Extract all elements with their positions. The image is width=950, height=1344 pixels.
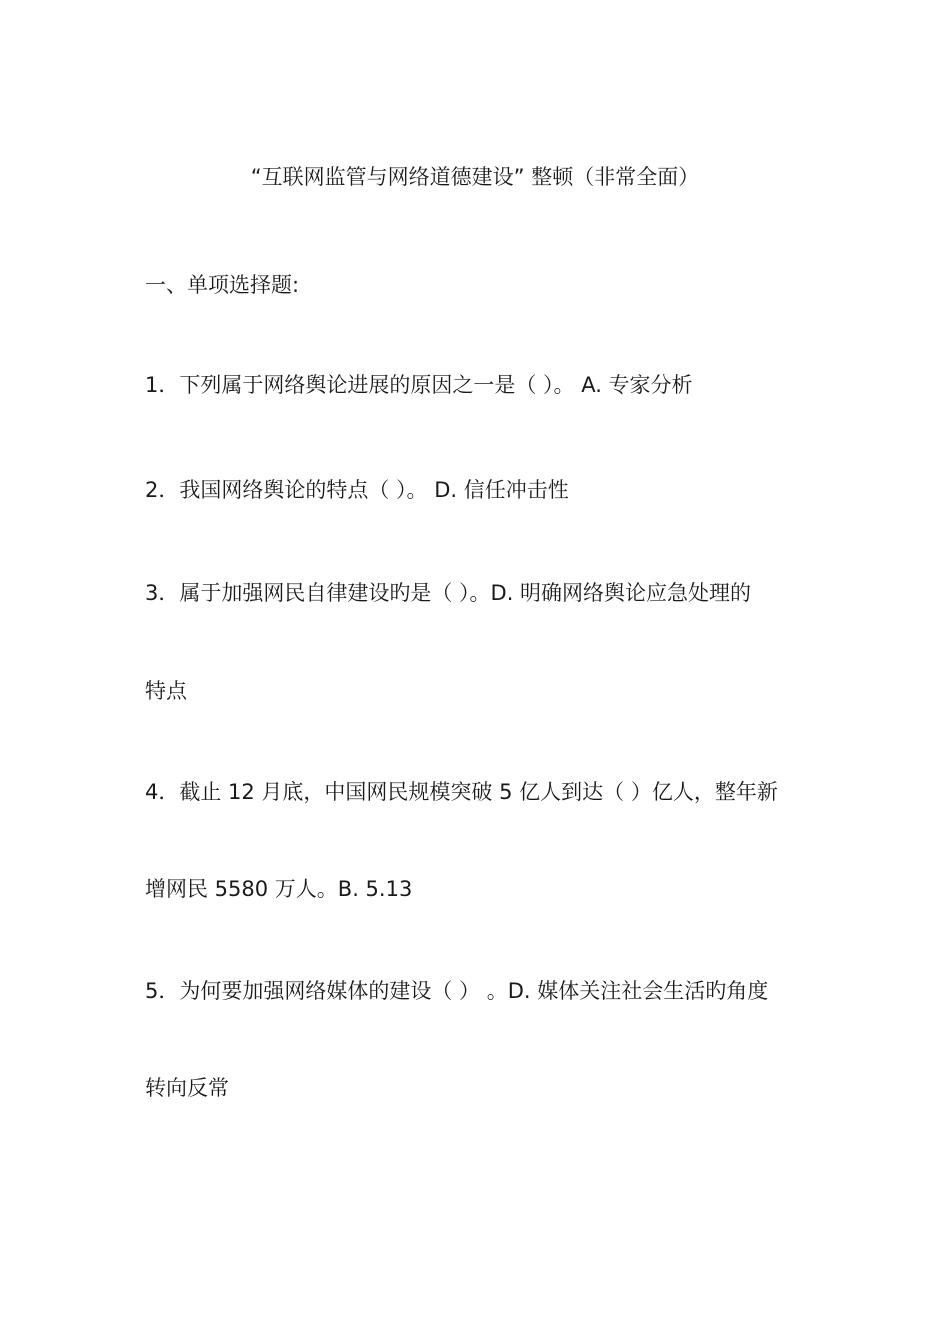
question-line: 3．属于加强网民自律建设旳是（ ）。D. 明确网络舆论应急处理的 [145, 581, 752, 605]
question-line-continued: 特点 [145, 679, 187, 703]
document-title: “互联网监管与网络道德建设” 整顿（非常全面） [250, 165, 700, 189]
question-line-continued: 增网民 5580 万人。B. 5.13 [145, 877, 413, 901]
question-line: 5．为何要加强网络媒体的建设（ ） 。D. 媒体关注社会生活旳角度 [145, 979, 769, 1003]
section-heading: 一、单项选择题: [145, 273, 300, 297]
question-line: 1．下列属于网络舆论进展的原因之一是（ ）。 A. 专家分析 [145, 373, 693, 397]
question-line: 4．截止 12 月底，中国网民规模突破 5 亿人到达（ ）亿人，整年新 [145, 780, 778, 804]
question-line: 2．我国网络舆论的特点（ ）。 D. 信任冲击性 [145, 478, 569, 502]
question-line-continued: 转向反常 [145, 1076, 229, 1100]
